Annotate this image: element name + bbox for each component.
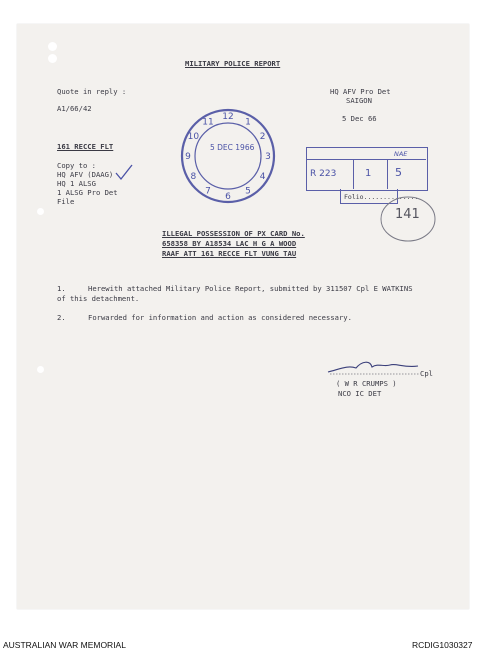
footer-institution: AUSTRALIAN WAR MEMORIAL bbox=[3, 640, 126, 650]
clock-stamp-icon bbox=[180, 108, 276, 204]
registry-sequence: 5 bbox=[395, 166, 402, 179]
addressee-unit: 161 RECCE FLT bbox=[57, 142, 114, 151]
para-number: 2. bbox=[57, 313, 66, 322]
stamp-number: 3 bbox=[265, 152, 271, 162]
stamp-number: 8 bbox=[190, 172, 197, 182]
report-date: 5 Dec 66 bbox=[342, 114, 377, 123]
checkmark-icon bbox=[114, 163, 134, 181]
from-unit: HQ AFV Pro Det bbox=[330, 87, 391, 96]
folio-label: Folio.............. bbox=[344, 193, 419, 201]
registry-slash: 1 bbox=[365, 168, 372, 179]
report-title: MILITARY POLICE REPORT bbox=[185, 59, 281, 68]
stamp-number: 10 bbox=[187, 132, 200, 142]
para-text: Forwarded for information and action as considered necessary. bbox=[88, 313, 352, 322]
para-text: Herewith attached Military Police Report, submitted by 311507 Cpl E WATKINS bbox=[88, 284, 413, 293]
signature-rank: Cpl bbox=[420, 369, 433, 378]
registry-divider bbox=[353, 159, 354, 189]
subject-line: 658358 BY A18534 LAC H G A WOOD bbox=[162, 239, 297, 248]
registry-divider bbox=[387, 159, 388, 189]
stamp-number: 6 bbox=[225, 192, 231, 202]
punch-hole bbox=[37, 208, 44, 215]
punch-hole bbox=[48, 42, 57, 51]
stamp-number: 9 bbox=[185, 152, 191, 162]
para-number: 1. bbox=[57, 284, 66, 293]
copy-recipient: HQ 1 ALSG bbox=[57, 179, 96, 188]
date-stamp bbox=[180, 108, 276, 204]
stamp-number: 12 bbox=[222, 112, 234, 122]
registry-note: NAE bbox=[394, 150, 408, 158]
stamp-number: 4 bbox=[259, 172, 266, 182]
copy-recipient: HQ AFV (DAAG) bbox=[57, 170, 114, 179]
from-place: SAIGON bbox=[346, 96, 372, 105]
stamp-date: 5 DEC 1966 bbox=[210, 143, 255, 152]
stamp-number: 11 bbox=[202, 117, 214, 128]
para-text: of this detachment. bbox=[57, 294, 140, 303]
registry-number: R 223 bbox=[310, 169, 337, 179]
stamp-number: 2 bbox=[259, 132, 266, 142]
copy-recipient: 1 ALSG Pro Det bbox=[57, 188, 118, 197]
quote-label: Quote in reply : bbox=[57, 87, 127, 96]
stamp-number: 7 bbox=[205, 186, 211, 197]
footer-catalogue-id: RCDIG1030327 bbox=[412, 640, 473, 650]
copy-recipient: File bbox=[57, 197, 75, 206]
stamp-number: 1 bbox=[245, 117, 251, 128]
circled-number: 141 bbox=[395, 207, 420, 222]
handwritten-signature bbox=[326, 357, 422, 377]
reference-number: A1/66/42 bbox=[57, 104, 92, 113]
punch-hole bbox=[37, 366, 44, 373]
punch-hole bbox=[48, 54, 57, 63]
signatory-title: NCO IC DET bbox=[338, 389, 382, 398]
signatory-name: ( W R CRUMPS ) bbox=[336, 379, 397, 388]
subject-line: ILLEGAL POSSESSION OF PX CARD No. bbox=[162, 229, 305, 238]
copy-to-label: Copy to : bbox=[57, 161, 96, 170]
subject-line: RAAF ATT 161 RECCE FLT VUNG TAU bbox=[162, 249, 297, 258]
stamp-number: 5 bbox=[245, 186, 251, 197]
